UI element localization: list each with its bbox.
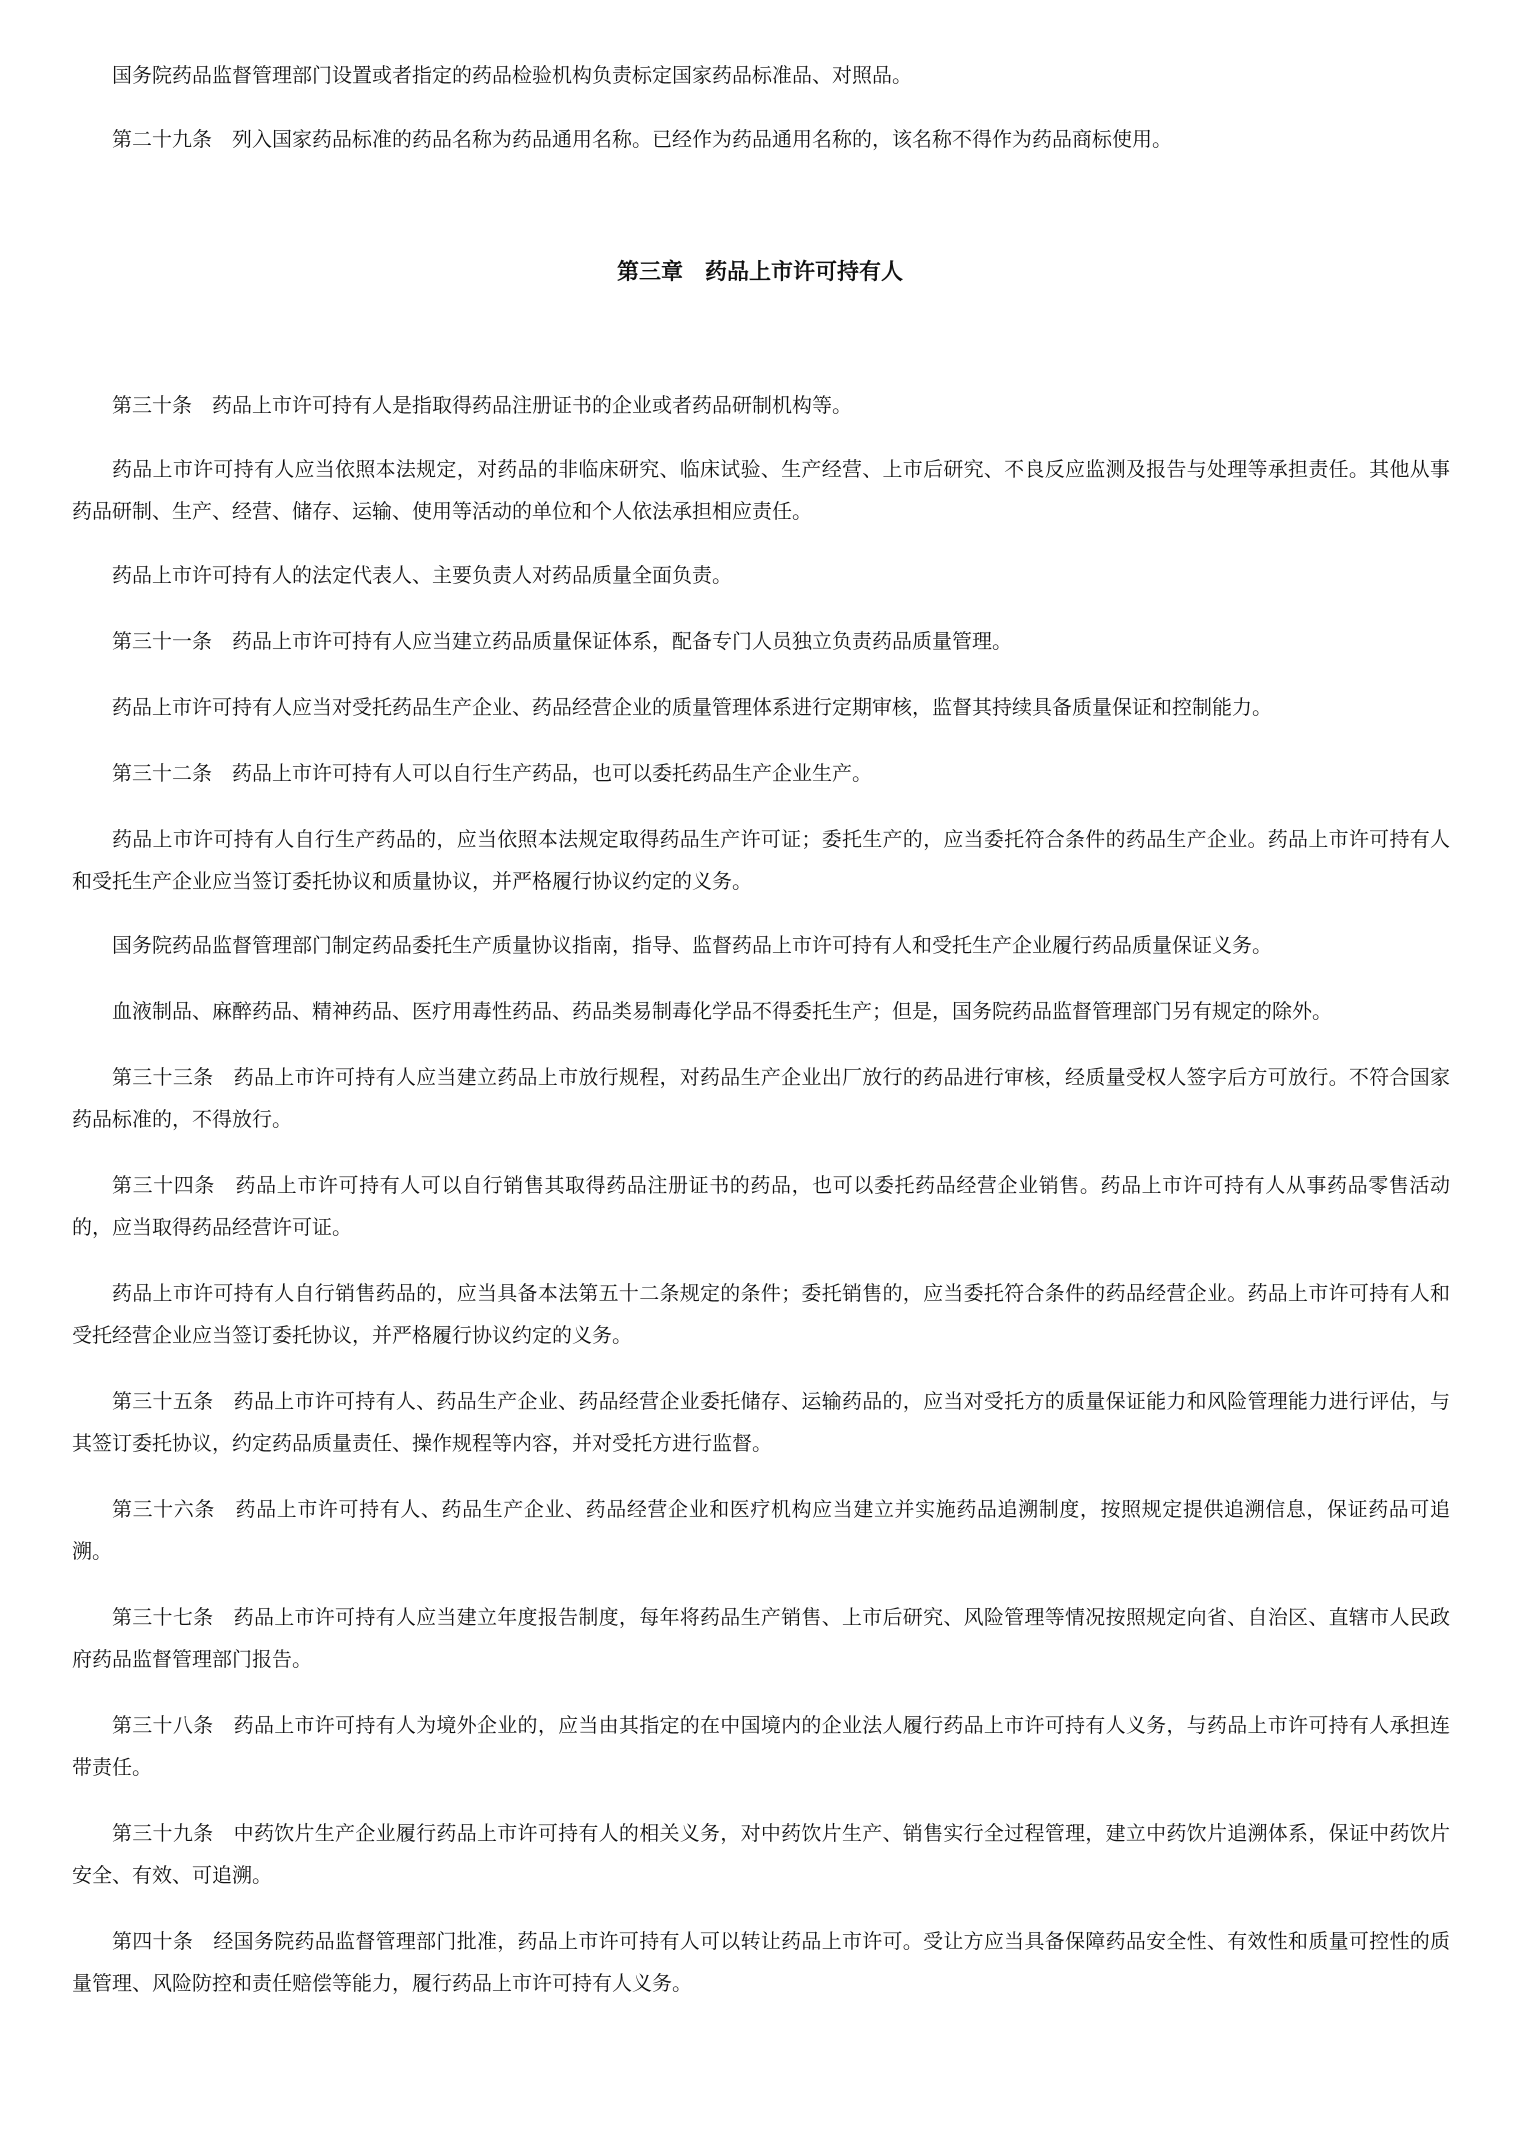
paragraph-legal-representative: 药品上市许可持有人的法定代表人、主要负责人对药品质量全面负责。: [112, 563, 732, 587]
paragraph-self-sales: 药品上市许可持有人自行销售药品的，应当具备本法第五十二条规定的条件；委托销售的，应当委托符合条件的药品经营企业。药品上市许可持有人和受托经营企业应当签订委托协议，并严格履行协议约定的义务。: [72, 1281, 1450, 1347]
paragraph-reference-standards: 国务院药品监督管理部门设置或者指定的药品检验机构负责标定国家药品标准品、对照品。: [112, 63, 912, 87]
paragraph-audit-entrusted: 药品上市许可持有人应当对受托药品生产企业、药品经营企业的质量管理体系进行定期审核，监督其持续具备质量保证和控制能力。: [112, 695, 1272, 719]
paragraph-article-38: 第三十八条 药品上市许可持有人为境外企业的，应当由其指定的在中国境内的企业法人履行药品上市许可持有人义务，与药品上市许可持有人承担连带责任。: [72, 1713, 1450, 1779]
paragraph-holder-responsibility: 药品上市许可持有人应当依照本法规定，对药品的非临床研究、临床试验、生产经营、上市后研究、不良反应监测及报告与处理等承担责任。其他从事药品研制、生产、经营、储存、运输、使用等活动的单位和个人依法承担相应责任。: [72, 457, 1450, 523]
paragraph-quality-agreement-guide: 国务院药品监督管理部门制定药品委托生产质量协议指南，指导、监督药品上市许可持有人和受托生产企业履行药品质量保证义务。: [112, 933, 1272, 957]
paragraph-article-34: 第三十四条 药品上市许可持有人可以自行销售其取得药品注册证书的药品，也可以委托药品经营企业销售。药品上市许可持有人从事药品零售活动的，应当取得药品经营许可证。: [72, 1173, 1450, 1239]
paragraph-article-32: 第三十二条 药品上市许可持有人可以自行生产药品，也可以委托药品生产企业生产。: [112, 761, 872, 785]
paragraph-article-31: 第三十一条 药品上市许可持有人应当建立药品质量保证体系，配备专门人员独立负责药品质量管理。: [112, 629, 1012, 653]
paragraph-article-30: 第三十条 药品上市许可持有人是指取得药品注册证书的企业或者药品研制机构等。: [112, 393, 852, 417]
paragraph-article-37: 第三十七条 药品上市许可持有人应当建立年度报告制度，每年将药品生产销售、上市后研究、风险管理等情况按照规定向省、自治区、直辖市人民政府药品监督管理部门报告。: [72, 1605, 1450, 1671]
paragraph-article-36: 第三十六条 药品上市许可持有人、药品生产企业、药品经营企业和医疗机构应当建立并实施药品追溯制度，按照规定提供追溯信息，保证药品可追溯。: [72, 1497, 1450, 1563]
chapter-heading: 第三章 药品上市许可持有人: [616, 259, 903, 285]
paragraph-no-entrusted-production: 血液制品、麻醉药品、精神药品、医疗用毒性药品、药品类易制毒化学品不得委托生产；但是，国务院药品监督管理部门另有规定的除外。: [112, 999, 1332, 1023]
paragraph-article-33: 第三十三条 药品上市许可持有人应当建立药品上市放行规程，对药品生产企业出厂放行的药品进行审核，经质量受权人签字后方可放行。不符合国家药品标准的，不得放行。: [72, 1065, 1450, 1131]
paragraph-article-35: 第三十五条 药品上市许可持有人、药品生产企业、药品经营企业委托储存、运输药品的，应当对受托方的质量保证能力和风险管理能力进行评估，与其签订委托协议，约定药品质量责任、操作规程等内容，并对受托方进行监督。: [72, 1389, 1450, 1455]
paragraph-self-production: 药品上市许可持有人自行生产药品的，应当依照本法规定取得药品生产许可证；委托生产的，应当委托符合条件的药品生产企业。药品上市许可持有人和受托生产企业应当签订委托协议和质量协议，并严格履行协议约定的义务。: [72, 827, 1450, 893]
paragraph-article-40: 第四十条 经国务院药品监督管理部门批准，药品上市许可持有人可以转让药品上市许可。受让方应当具备保障药品安全性、有效性和质量可控性的质量管理、风险防控和责任赔偿等能力，履行药品上市许可持有人义务。: [72, 1929, 1450, 1995]
paragraph-article-39: 第三十九条 中药饮片生产企业履行药品上市许可持有人的相关义务，对中药饮片生产、销售实行全过程管理，建立中药饮片追溯体系，保证中药饮片安全、有效、可追溯。: [72, 1821, 1450, 1887]
paragraph-article-29: 第二十九条 列入国家药品标准的药品名称为药品通用名称。已经作为药品通用名称的，该名称不得作为药品商标使用。: [112, 127, 1172, 151]
